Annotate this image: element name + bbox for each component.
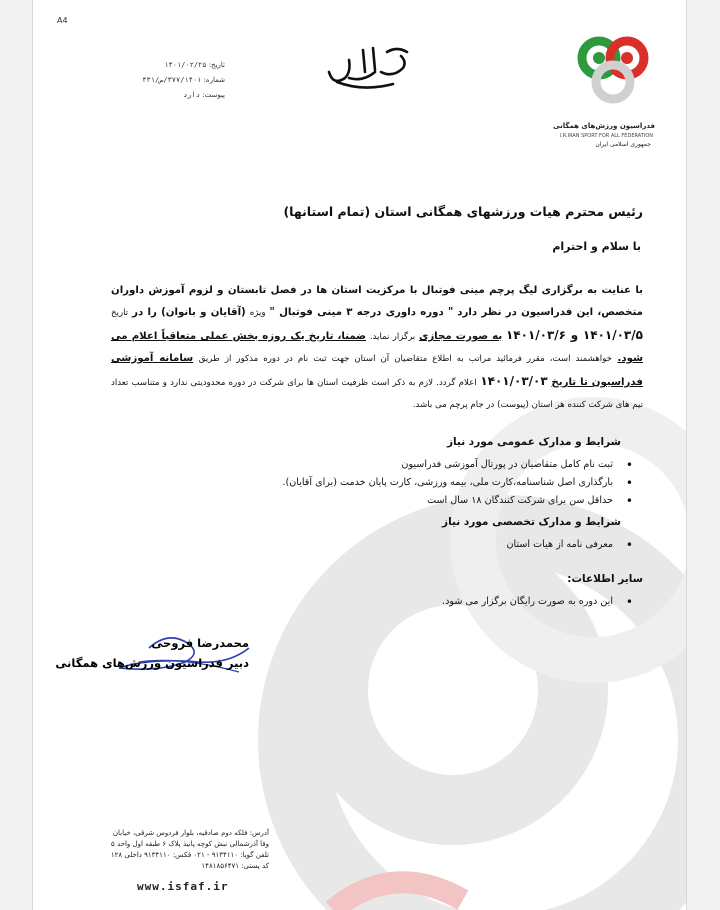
list-item: • حداقل سن برای شرکت کنندگان ۱۸ سال است <box>111 492 643 510</box>
phone-line: تلفن گویا: ۹۱۳۴۱۱۰ - ۰۲۱ فکس: ۹۱۳۴۱۱۰ داخلی ۱۲۸ <box>110 851 269 859</box>
signer-position: دبیر فدراسیون ورزش‌های همگانی <box>55 656 249 670</box>
practical-note: ضمنا، تاریخ یک روزه بخش عملی متعاقباً اعلام می شود. <box>111 331 643 364</box>
list-item: • ثبت نام کامل متقاضیان در پورتال آموزشی فدراسیون <box>111 456 643 474</box>
number-value: ۳۷۷/۱۴۰۱/ص/۴۳۱ <box>142 76 202 84</box>
course-mode: به صورت مجازی <box>418 331 503 342</box>
letter-meta <box>85 58 225 103</box>
para-request: خواهشمند است، مقرر فرمائید مراتب به اطلاع متقاضیان آن استان جهت ثبت نام در دوره مذکور از طریق <box>198 354 612 364</box>
addressee: رئیس محترم هیات ورزشهای همگانی استان (تمام استانها) <box>283 204 643 219</box>
signer-name: محمدرضا فروحی <box>151 636 249 650</box>
date-value: ۱۴۰۱/۰۲/۲۵ <box>164 61 207 69</box>
list-item: • معرفی نامه از هیات استان <box>111 536 643 554</box>
attachment-row <box>85 88 225 103</box>
course-dates: ۱۴۰۱/۰۳/۵ و ۱۴۰۱/۰۳/۶ <box>505 328 643 342</box>
date-label: تاریخ: <box>208 61 225 69</box>
letter-page <box>32 0 687 910</box>
registration-system: سامانه آموزشی فدراسیون تا تاریخ <box>111 353 643 388</box>
paper-size-label: A4 <box>57 16 68 25</box>
general-requirements-list <box>111 456 643 510</box>
signer-block <box>55 636 249 670</box>
other-info-list <box>111 593 643 611</box>
list-item: • این دوره به صورت رایگان برگزار می شود. <box>111 593 643 611</box>
para-audience: (آقایان و بانوان) را در <box>132 307 246 318</box>
greeting: با سلام و احترام <box>552 240 641 253</box>
list-item: • بارگذاری اصل شناسنامه،کارت ملی، بیمه ورزشی، کارت پایان خدمت (برای آقایان). <box>111 474 643 492</box>
number-label: شماره: <box>203 76 225 84</box>
registration-deadline: ۱۴۰۱/۰۳/۰۳ <box>480 374 548 388</box>
para-special: ویژه <box>249 308 266 318</box>
main-paragraph <box>111 280 643 416</box>
para-date-word: تاریخ <box>111 308 129 318</box>
country-name: جمهوری اسلامی ایران <box>595 141 651 148</box>
other-info-title: سایر اطلاعات: <box>567 573 643 585</box>
website-link[interactable]: www.isfaf.ir <box>137 880 229 893</box>
federation-emblem-icon <box>573 30 653 116</box>
para-closing: اعلام گردد. لازم به ذکر است ظرفیت استان ها برای شرکت در دوره محدودیتی ندارد و متناسب تعداد تیم های شرکت کننده هر استان (پیوست) در جام پرچم می باشد. <box>111 378 643 410</box>
special-requirements-list <box>111 536 643 554</box>
course-title: " دوره داوری درجه ۳ مینی فوتبال " <box>269 307 454 318</box>
federation-logo <box>553 30 663 150</box>
org-name: فدراسیون ورزش‌های همگانی <box>553 122 655 130</box>
general-requirements-title: شرایط و مدارک عمومی مورد نیاز <box>446 436 621 448</box>
special-requirements-title: شرایط و مدارک تخصصی مورد نیاز <box>442 516 621 528</box>
org-name-en: I.R.IRAN SPORT FOR ALL FEDERATION <box>559 133 653 139</box>
bismillah-calligraphy <box>323 42 413 92</box>
postal-line: کد پستی: ۱۴۸۱۸۵۶۴۷۱ <box>201 862 269 870</box>
para-intro: با عنایت به برگزاری لیگ پرچم مینی فوتبال با مرکزیت استان ها در فصل تابستان و لزوم آموزش داوران متخصص، این فدراسیون در نظر دارد <box>111 285 643 318</box>
para-held: برگزار نماید. <box>369 332 416 342</box>
footer-contact <box>83 828 269 872</box>
address-line-1: آدرس: فلکه دوم صادقیه، بلوار فردوس شرقی، خیابان <box>112 829 269 837</box>
date-row <box>85 58 225 73</box>
number-row <box>85 73 225 88</box>
attachment-label: پیوست: <box>202 91 225 99</box>
address-line-2: وفا آذرشمالی نبش کوچه پانیذ پلاک ۶ طبقه اول واحد ۵ <box>110 840 269 848</box>
attachment-value: دارد <box>183 91 200 99</box>
